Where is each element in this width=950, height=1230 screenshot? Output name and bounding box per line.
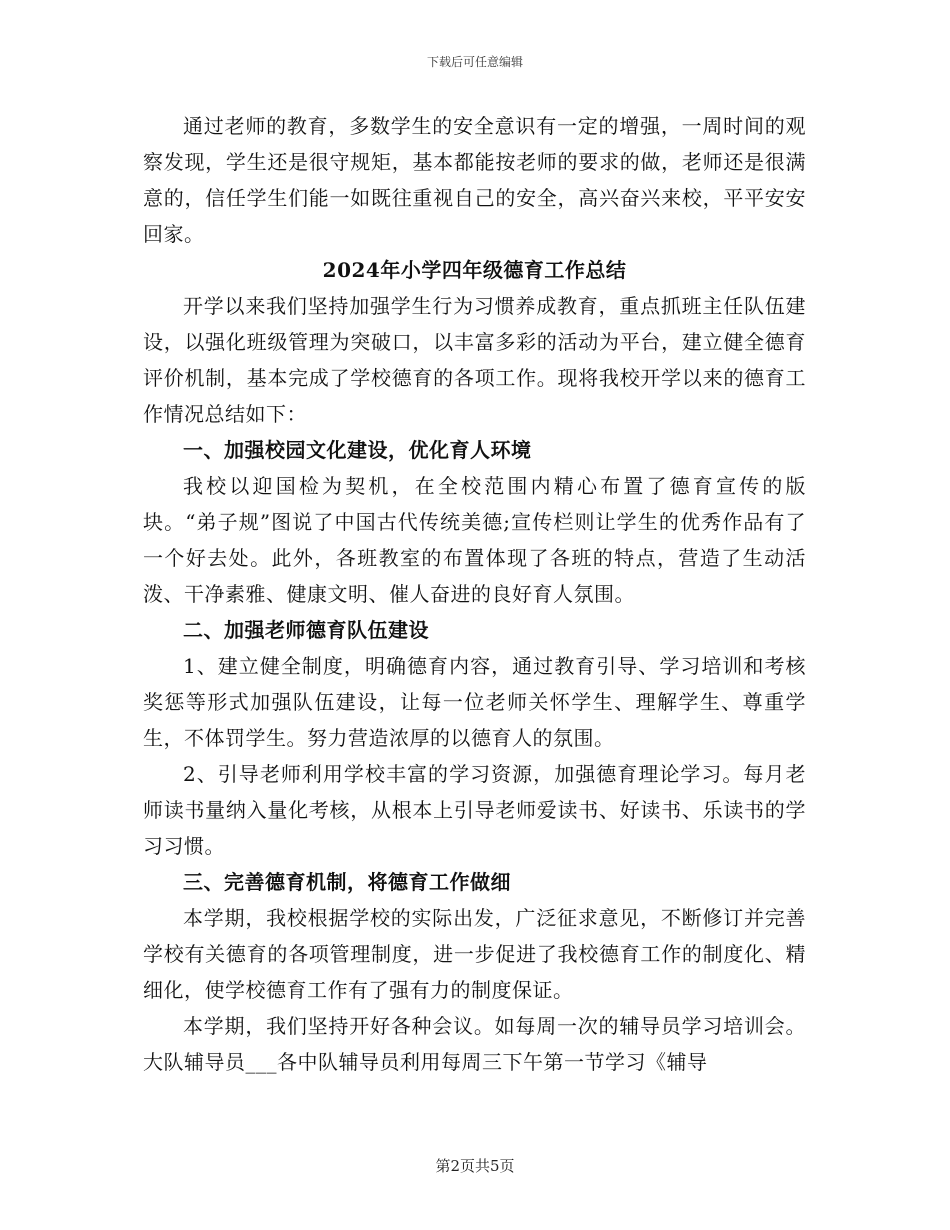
document-body — [143, 108, 806, 1080]
page-number: 第2页共5页 — [435, 1157, 515, 1175]
opening-paragraph: 开学以来我们坚持加强学生行为习惯养成教育，重点抓班主任队伍建设，以强化班级管理为突破口，以丰富多彩的活动为平台，建立健全德育评价机制，基本完成了学校德育的各项工作。现将我校开学以来的德育工作情况总结如下： — [143, 294, 806, 426]
intro-paragraph: 通过老师的教育，多数学生的安全意识有一定的增强，一周时间的观察发现，学生还是很守规矩，基本都能按老师的要求的做，老师还是很满意的，信任学生们能一如既往重视自己的安全，高兴奋兴来校，平平安安回家。 — [143, 114, 806, 246]
section3-paragraph1: 本学期，我校根据学校的实际出发，广泛征求意见，不断修订并完善学校有关德育的各项管理制度，进一步促进了我校德育工作的制度化、精细化，使学校德育工作有了强有力的制度保证。 — [143, 906, 806, 1002]
section1-paragraph: 我校以迎国检为契机，在全校范围内精心布置了德育宣传的版块。“弟子规”图说了中国古代传统美德;宣传栏则让学生的优秀作品有了一个好去处。此外，各班教室的布置体现了各班的特点，营造了生动活泼、干净素雅、健康文明、催人奋进的良好育人氛围。 — [143, 474, 806, 606]
section2-item2: 2、引导老师利用学校丰富的学习资源，加强德育理论学习。每月老师读书量纳入量化考核，从根本上引导老师爱读书、好读书、乐读书的学习习惯。 — [143, 762, 806, 858]
page-header: 下载后可任意编辑 — [426, 55, 523, 69]
section1-heading: 一、加强校园文化建设，优化育人环境 — [183, 438, 532, 462]
section3-paragraph2: 本学期，我们坚持开好各种会议。如每周一次的辅导员学习培训会。大队辅导员___各中队辅导员利用每周三下午第一节学习《辅导 — [143, 1014, 806, 1074]
section2-heading: 二、加强老师德育队伍建设 — [183, 618, 429, 642]
section2-item1: 1、建立健全制度，明确德育内容，通过教育引导、学习培训和考核奖惩等形式加强队伍建设，让每一位老师关怀学生、理解学生、尊重学生，不体罚学生。努力营造浓厚的以德育人的氛围。 — [143, 654, 806, 750]
document-title: 2024年小学四年级德育工作总结 — [322, 258, 627, 282]
section3-heading: 三、完善德育机制，将德育工作做细 — [183, 870, 511, 894]
